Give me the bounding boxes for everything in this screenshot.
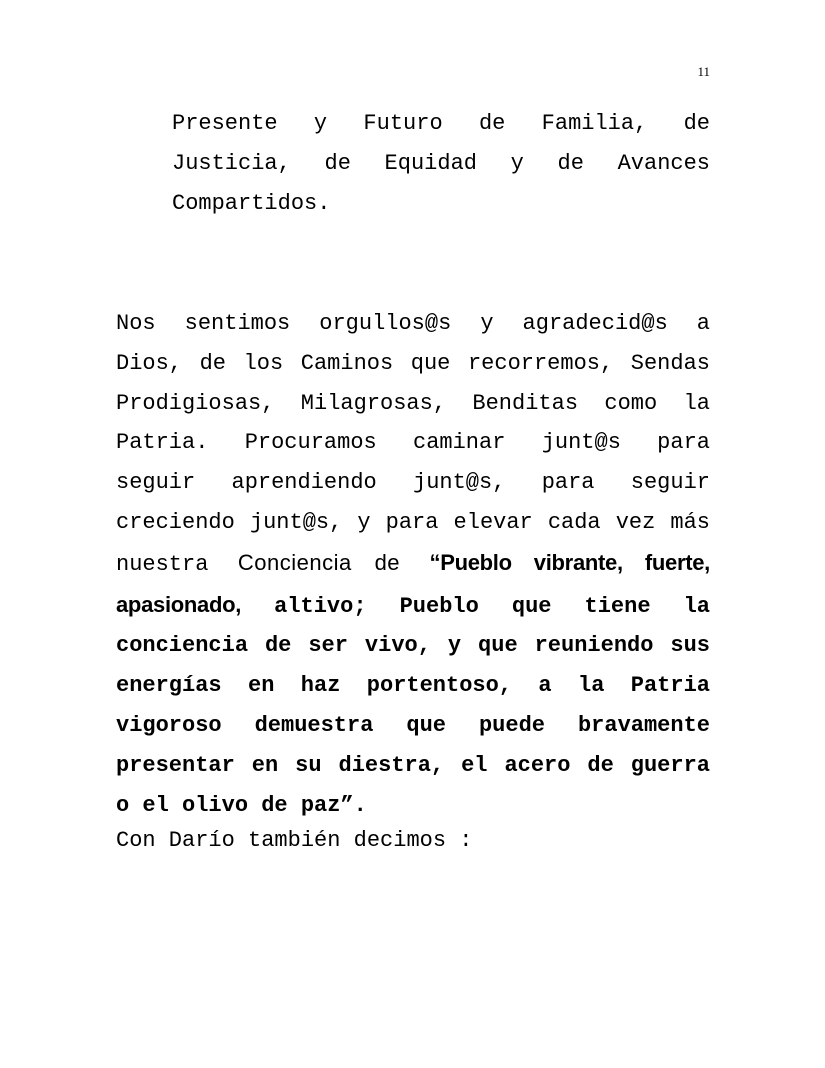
paragraph-dario: Con Darío también decimos : xyxy=(116,828,473,853)
paragraph-continuation: Presente y Futuro de Familia, de Justicia, de Equidad y de Avances Compartidos. xyxy=(172,111,710,216)
quote-opening: “Pueblo vibrante, fuerte, apasionado, xyxy=(116,549,710,617)
paragraph-gratitude xyxy=(116,304,710,825)
paragraph-gratitude-intro: Nos sentimos orgullos@s y agradecid@s a Dios, de los Caminos que recorremos, Sendas Prodigiosas, Milagrosas, Benditas como la Patria. Procuramos caminar junt@s para seguir aprendiendo junt@s, para seguir creciendo junt@s, y para elevar cada vez más nuestra xyxy=(116,311,710,577)
quote-body: altivo; Pueblo que tiene la conciencia de ser vivo, y que reuniendo sus energías en haz portentoso, a la Patria vigoroso demuestra que puede bravamente presentar en su diestra, el acero de guerra o el olivo de paz”. xyxy=(116,593,710,818)
page-number: 11 xyxy=(697,64,710,79)
conciencia-phrase: Conciencia de xyxy=(237,549,401,575)
